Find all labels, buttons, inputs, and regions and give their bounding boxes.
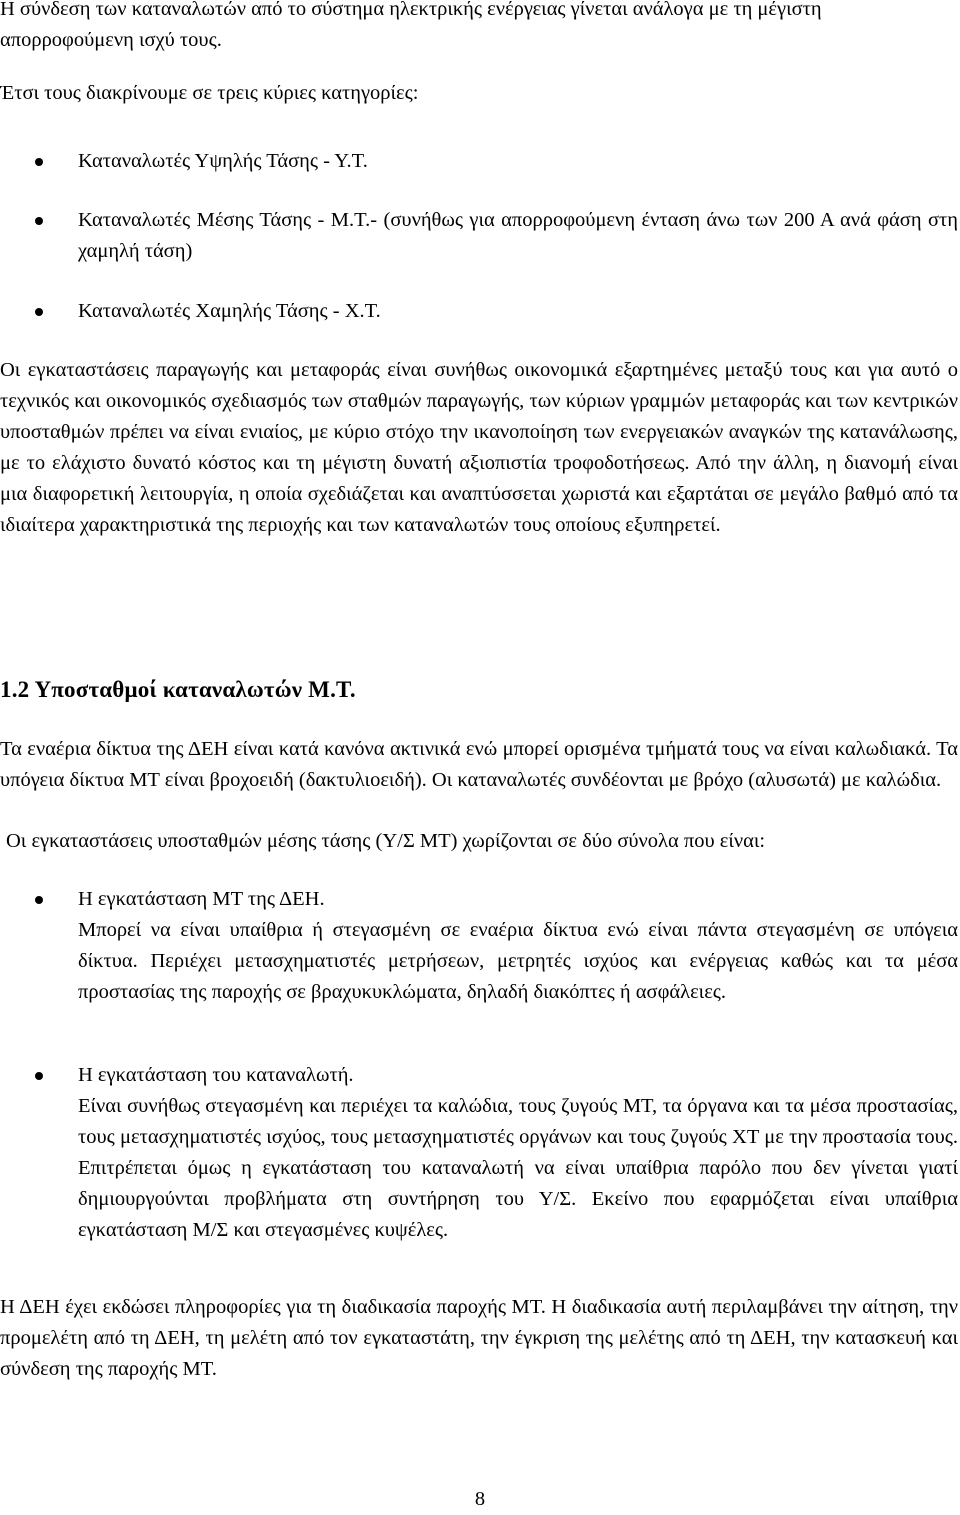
category-list [0,146,958,177]
bullet-icon [35,217,43,225]
section-heading [0,674,958,705]
paragraph-text: Η ΔΕΗ έχει εκδώσει πληροφορίες για τη διαδικασία παροχής ΜΤ. Η διαδικασία αυτή περιλαμβάνει την αίτηση, την προμελέτη από τη ΔΕΗ, τη μελέτη από τον εγκαταστάτη, την έγκριση της μελέτης από τη ΔΕΗ, την κατασκευή και σύνδεση της παροχής ΜΤ. [0,1296,958,1380]
installation-body: Είναι συνήθως στεγασμένη και περιέχει τα καλώδια, τους ζυγούς ΜΤ, τα όργανα και τα μέσα προστασίας, τους μετασχηματιστές ισχύος, τους μετασχηματιστές οργάνων και τους ζυγούς ΧΤ με την προστασία τους. Επιτρέπεται όμως η εγκατάσταση του καταναλωτή να είναι υπαίθρια παρόλο που δεν γίνεται γιατί δημιουργούνται προβλήματα στη συντήρηση του Υ/Σ. Εκείνο που εφαρμόζεται είναι υπαίθρια εγκατάσταση Μ/Σ και στεγασμένες κυψέλες. [78,1095,958,1241]
installation-title: Η εγκατάσταση ΜΤ της ΔΕΗ. [78,888,325,910]
list-item [0,884,958,1008]
installation-body: Μπορεί να είναι υπαίθρια ή στεγασμένη σε εναέρια δίκτυα ενώ είναι πάντα στεγασμένη σε υπόγεια δίκτυα. Περιέχει μετασχηματιστές μετρήσεων, μετρητές ισχύος και ενέργειας καθώς και τα μέσα προστασίας της παροχής σε βραχυκυκλώματα, δηλαδή διακόπτες ή ασφάλειες. [78,919,958,1003]
paragraph-text: Τα εναέρια δίκτυα της ΔΕΗ είναι κατά κανόνα ακτινικά ενώ μπορεί ορισμένα τμήματά τους να είναι καλωδιακά. Τα υπόγεια δίκτυα ΜΤ είναι βροχοειδή (δακτυλιοειδή). Οι καταναλωτές συνδέονται με βρόχο (αλυσωτά) με καλώδια. [0,738,958,791]
category-text: Καταναλωτές Χαμηλής Τάσης - Χ.Τ. [78,300,381,322]
intro-paragraph: Η σύνδεση των καταναλωτών από το σύστημα ηλεκτρικής ενέργειας γίνεται ανάλογα με τη μέγιστη απορροφούμενη ισχύ τους. [0,0,822,51]
bullet-icon [35,308,43,316]
categories-intro-text: Έτσι τους διακρίνουμε σε τρεις κύριες κατηγορίες: [0,82,419,104]
category-text: Καταναλωτές Μέσης Τάσης - Μ.Τ.- (συνήθως για απορροφούμενη ένταση άνω των 200 Α ανά φάση στη χαμηλή τάση) [78,209,958,262]
category-text: Καταναλωτές Υψηλής Τάσης - Υ.Τ. [78,150,368,172]
categories-intro [0,78,958,109]
category-list-3 [0,296,958,327]
bullet-icon [35,1072,43,1080]
paragraph-text: Οι εγκαταστάσεις παραγωγής και μεταφοράς είναι συνήθως οικονομικά εξαρτημένες μεταξύ τους και για αυτό ο τεχνικός και οικονομικός σχεδιασμός των σταθμών παραγωγής, των κύριων γραμμών μεταφοράς και των κεντρικών υποσταθμών πρέπει να είναι ενιαίος, με κύριο στόχο την ικανοποίηση των ενεργειακών αναγκών της κατανάλωσης, με το ελάχιστο δυνατό κόστος και τη μέγιστη δυνατή αξιοπιστία τροφοδοτήσεως. Από την άλλη, η διανομή είναι μια διαφορετική λειτουργία, η οποία σχεδιάζεται και αναπτύσσεται χωριστά και εξαρτάται σε μεγάλο βαθμό από τα ιδιαίτερα χαρακτηριστικά της περιοχής και των καταναλωτών τους οποίους εξυπηρετεί. [0,359,958,536]
section-title: 1.2 Υποσταθμοί καταναλωτών Μ.Τ. [0,677,356,702]
body-paragraph [6,826,960,857]
list-item [0,1060,958,1246]
body-paragraph [0,1292,958,1385]
list-item [0,146,958,177]
intro-section [0,0,958,56]
body-paragraph [0,734,958,796]
page-number: 8 [474,1488,486,1510]
list-item [0,296,958,327]
list-item [0,205,958,267]
category-list-2 [0,205,958,267]
body-paragraph [0,355,958,541]
paragraph-text: Οι εγκαταστάσεις υποσταθμών μέσης τάσης (Υ/Σ ΜΤ) χωρίζονται σε δύο σύνολα που είναι: [6,830,766,852]
installation-list-2 [0,1060,958,1246]
bullet-icon [35,158,43,166]
installation-list [0,884,958,1008]
installation-title: Η εγκατάσταση του καταναλωτή. [78,1064,354,1086]
bullet-icon [35,896,43,904]
